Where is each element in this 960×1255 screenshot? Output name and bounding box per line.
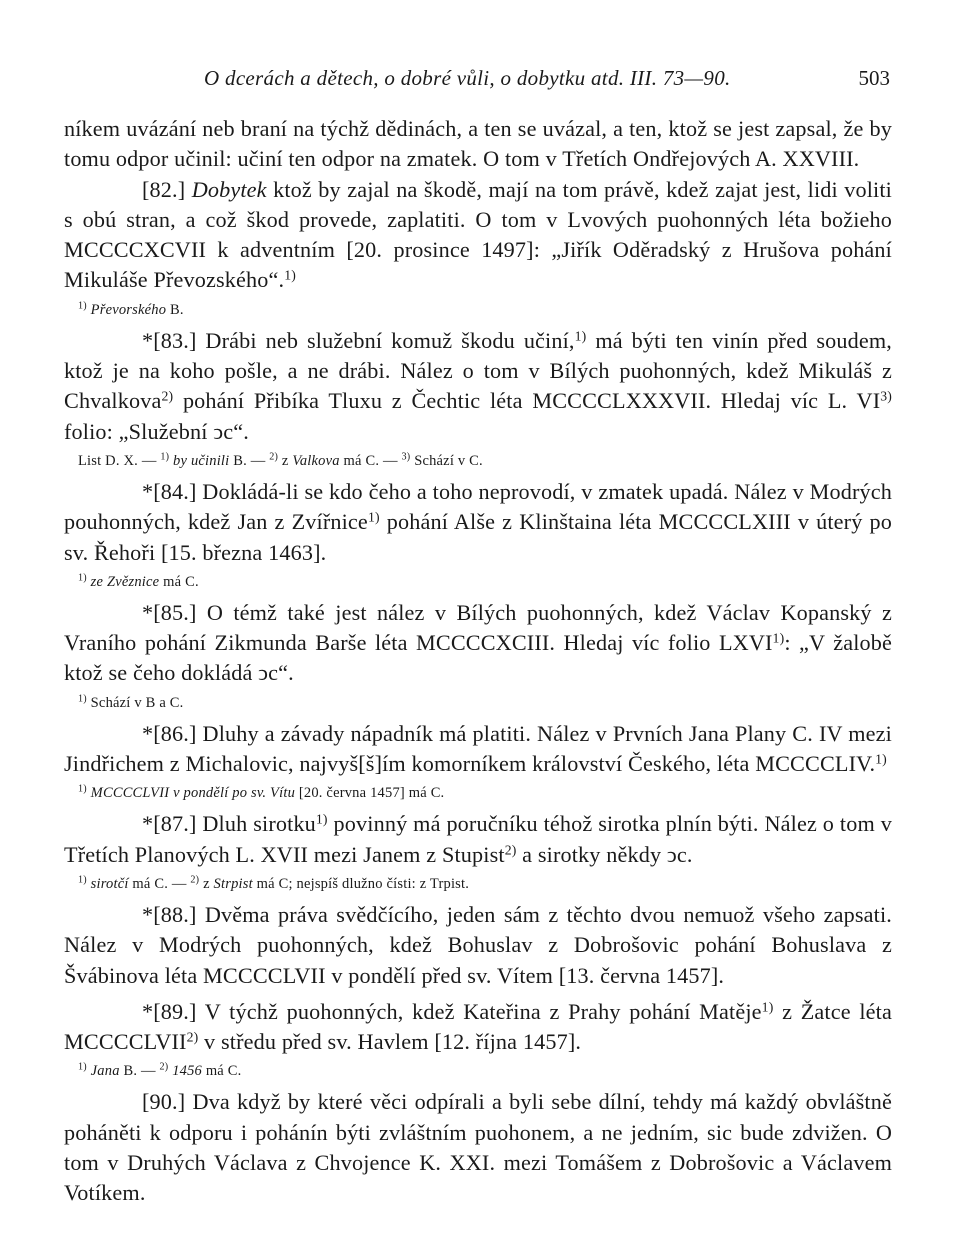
text-run: povinný má poručníku téhož sirotka plnín býti. Nález o tom v Třetích Planových L. XVII mezi Janem z Stupist xyxy=(64,811,892,867)
footnote-86 xyxy=(78,783,892,803)
footnote-89 xyxy=(78,1061,892,1081)
footnote-ref: 1) xyxy=(78,300,87,312)
footnote-ref: 2) xyxy=(504,842,517,858)
text-run: List D. X. — xyxy=(78,452,161,469)
paragraph-number: *[89.] xyxy=(142,998,197,1024)
italic-text: Převorského xyxy=(86,301,167,318)
italic-text: Strpist xyxy=(213,875,253,892)
text-run: v středu před sv. Havlem [12. října 1457]. xyxy=(198,1029,582,1055)
text-run: z xyxy=(199,875,214,892)
text-run: O témž také jest nález v Bílých puohonných, kdež Václav Kopanský z Vraního pohání Zikmunda Barše léta MCCCCXCIII. Hledaj víc folio LXVI xyxy=(64,599,892,656)
text-run: má C; nejspíš dlužno čísti: z Trpist. xyxy=(252,875,470,892)
paragraph-88 xyxy=(64,900,892,991)
paragraph-86 xyxy=(64,719,892,780)
italic-text: sirotčí xyxy=(86,875,129,892)
text-run: Schází v C. xyxy=(410,452,483,469)
text-run: Drábi neb služební komuž škodu učiní, xyxy=(196,327,575,353)
text-run: z Žatce léta MCCCCLVII xyxy=(64,998,892,1055)
text-run: má C. xyxy=(202,1063,242,1080)
footnote-84 xyxy=(78,572,892,592)
footnote-ref: 3) xyxy=(401,451,411,463)
footnote-ref: 1) xyxy=(78,572,87,584)
page-number: 503 xyxy=(858,66,890,90)
italic-text: MCCCCLVII v pondělí po sv. Vítu xyxy=(86,785,296,802)
text-run: a sirotky někdy ͻc. xyxy=(516,841,693,867)
paragraph-number: *[83.] xyxy=(142,327,197,353)
text-run: Dokládá-li se kdo čeho a toho neprovodí, v zmatek upadá. Nález v Modrých pouhonných, kdež Jan z Zvířnice xyxy=(64,478,892,535)
paragraph-text: níkem uvázání neb braní na týchž dědinách, a ten se uvázal, a ten, ktož se jest zapsal, že by tomu odpor učinil: učiní ten odpor na zmatek. O tom v Třetích Ondřejových A. XXVIII. xyxy=(64,116,892,172)
footnote-ref: 1) xyxy=(315,811,328,827)
footnote-ref: 1) xyxy=(772,630,785,646)
footnote-85 xyxy=(78,693,892,713)
italic-text: by učinili xyxy=(169,452,230,469)
paragraph-number: *[84.] xyxy=(142,478,197,504)
footnote-ref: 1) xyxy=(78,874,87,886)
page-body xyxy=(64,114,892,1209)
paragraph-89 xyxy=(64,997,892,1058)
paragraph-84 xyxy=(64,477,892,568)
footnote-ref: 2) xyxy=(269,451,279,463)
footnote-ref: 1) xyxy=(367,509,380,525)
text-run: B. — xyxy=(229,452,270,469)
page-header xyxy=(64,66,892,100)
footnote-ref: 1) xyxy=(574,328,587,344)
paragraph-lead-word: Dobytek xyxy=(191,176,267,202)
text-run: Schází v B a C. xyxy=(86,694,184,711)
paragraph-87 xyxy=(64,809,892,870)
text-run: má C. xyxy=(159,573,199,590)
book-page xyxy=(64,66,892,1209)
paragraph-number: *[85.] xyxy=(142,599,197,625)
footnote-ref: 2) xyxy=(161,388,174,404)
italic-text: Valkova xyxy=(292,452,340,469)
paragraph-81-continuation xyxy=(64,114,892,175)
paragraph-83 xyxy=(64,326,892,447)
footnote-ref: 3) xyxy=(880,388,892,404)
italic-text: Jana xyxy=(86,1063,120,1080)
running-title: O dcerách a dětech, o dobré vůli, o dobytku atd. III. 73—90. xyxy=(204,66,731,90)
text-run: Dluhy a závady nápadník má platiti. Nález v Prvních Jana Plany C. IV mezi Jindřichem z Michalovic, najvyš[š]ím komorníkem království Českého, léta MCCCCLIV. xyxy=(64,720,892,777)
text-run: Dluh sirotku xyxy=(196,811,316,837)
paragraph-number: [90.] xyxy=(142,1089,186,1115)
italic-text: 1456 xyxy=(168,1063,202,1080)
italic-text: ze Zvěznice xyxy=(86,573,160,590)
text-run: má C. — xyxy=(339,452,402,469)
text-run: B. xyxy=(166,301,184,318)
text-run: má býti ten vinín před soudem, ktož je na koho pošle, a ne drábi. Nález o tom v Bílých puohonných, kdež Mikuláš z Chvalkova xyxy=(64,327,892,414)
paragraph-85 xyxy=(64,598,892,689)
footnote-87 xyxy=(78,874,892,894)
paragraph-number: *[87.] xyxy=(142,811,197,837)
text-run: Dvěma práva svědčícího, jeden sám z těchto dvou nemuož všeho zapsati. Nález v Modrých puohonných, kdež Bohuslav z Dobrošovic pohání Bohuslava z Švábinova léta MCCCCLVII v pondělí před sv. Vítem [13. června 1457]. xyxy=(64,901,892,988)
text-run: : „V žalobě ktož se čeho dokládá ͻc“. xyxy=(64,630,892,686)
text-run: pohání Alše z Klinštaina léta MCCCCLXIII v úterý po sv. Řehoři [15. března 1463]. xyxy=(64,509,892,565)
text-run: Dva když by které věci odpírali a byli sebe dílní, tehdy má každý obvláštně poháněti k odporu i pohánín býti zvláštním puohonem, a ne jedním, sic bude zdvižen. O tom v Druhých Václava z Chvojence K. XXI. mezi Tomášem z Dobrošovic a Václavem Votíkem. xyxy=(64,1089,892,1206)
footnote-ref: 1) xyxy=(761,999,774,1015)
footnote-82 xyxy=(78,300,892,320)
footnote-ref: 1) xyxy=(160,451,170,463)
text-run: z xyxy=(278,452,293,469)
footnote-ref: 2) xyxy=(186,1029,199,1045)
footnote-83 xyxy=(78,451,892,471)
footnote-ref: 2) xyxy=(190,874,200,886)
text-run: B. — xyxy=(119,1063,160,1080)
paragraph-number: *[88.] xyxy=(142,901,197,927)
paragraph-90 xyxy=(64,1087,892,1208)
footnote-ref: 1) xyxy=(875,751,887,767)
paragraph-number: [82.] xyxy=(142,176,186,202)
text-run: pohání Přibíka Tluxu z Čechtic léta MCCCCLXXXVII. Hledaj víc L. VI xyxy=(173,388,881,414)
footnote-ref: 1) xyxy=(284,267,296,283)
paragraph-text: ktož by zajal na škodě, mají na tom právě, kdež zajat jest, lidi voliti s obú stran, a což škod provede, zaplatiti. O tom v Lvových puohonných léta božieho MCCCCXCVII k adventním [20. prosince 1497]: „Jiřík Oděradský z Hrušova pohání Mikuláše Převozského“. xyxy=(64,176,892,293)
text-run: [20. června 1457] má C. xyxy=(295,785,445,802)
footnote-ref: 1) xyxy=(78,783,87,795)
footnote-ref: 1) xyxy=(78,693,87,705)
paragraph-number: *[86.] xyxy=(142,720,197,746)
footnote-ref: 1) xyxy=(78,1061,87,1073)
text-run: má C. — xyxy=(128,875,191,892)
text-run: V týchž puohonných, kdež Kateřina z Prahy pohání Matěje xyxy=(196,998,762,1024)
paragraph-82 xyxy=(64,175,892,296)
footnote-ref: 2) xyxy=(159,1061,169,1073)
text-run: folio: „Služební ͻc“. xyxy=(64,418,249,444)
